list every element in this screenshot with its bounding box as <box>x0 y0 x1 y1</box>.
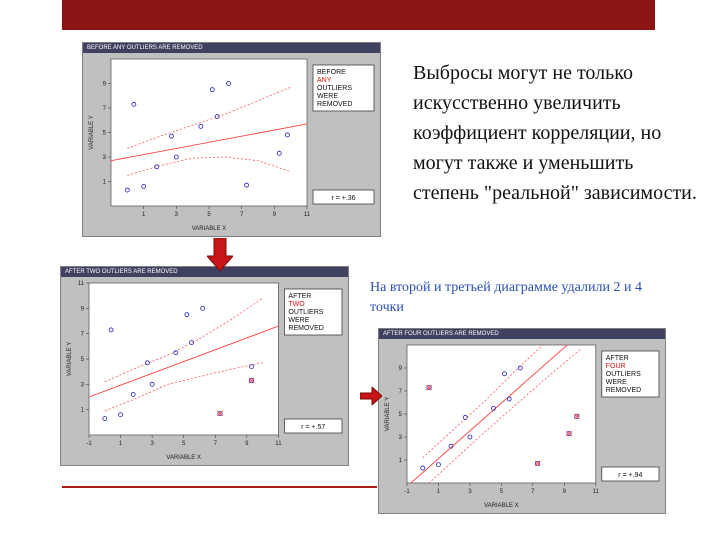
y-tick-label: 7 <box>102 106 106 112</box>
arrow-right-icon <box>360 387 382 405</box>
legend-line: OUTLIERS <box>317 85 353 92</box>
y-tick-label: 3 <box>398 435 402 441</box>
y-axis-label: VARIABLE Y <box>89 115 95 150</box>
x-tick-label: 9 <box>562 489 566 495</box>
y-tick-label: 1 <box>80 407 84 414</box>
y-axis-label: VARIABLE Y <box>67 341 73 377</box>
x-tick-label: -1 <box>86 441 92 447</box>
y-tick-label: 5 <box>102 130 106 137</box>
y-tick-label: 9 <box>102 81 106 88</box>
legend-line: WERE <box>317 93 339 100</box>
r-value-label: r = +.94 <box>618 472 643 479</box>
y-tick-label: 7 <box>80 331 84 338</box>
x-tick-label: 5 <box>499 489 504 495</box>
main-text: Выбросы могут не только искусственно увеличить коэффициент корреляции, но могут также и уменьшить степень "реальной" зависимости. <box>413 62 697 204</box>
x-tick-label: 11 <box>592 489 599 495</box>
y-tick-label: 5 <box>80 357 84 363</box>
legend-line: WERE <box>288 317 310 324</box>
title-bar <box>62 0 655 30</box>
chart-window-3 <box>378 328 666 514</box>
legend-line: REMOVED <box>317 101 353 108</box>
x-tick-label: 5 <box>182 441 186 447</box>
x-tick-label: 7 <box>531 489 535 495</box>
x-tick-label: 3 <box>150 441 154 447</box>
y-tick-label: 11 <box>77 281 84 287</box>
scatter-chart-before <box>83 43 380 236</box>
x-tick-label: 7 <box>213 441 217 447</box>
x-tick-label: 7 <box>240 212 244 218</box>
scatter-chart-four-removed <box>379 329 665 513</box>
y-axis-label: VARIABLE Y <box>385 396 391 432</box>
chart-title: BEFORE ANY OUTLIERS ARE REMOVED <box>83 43 380 53</box>
chart-title: AFTER TWO OUTLIERS ARE REMOVED <box>61 267 348 277</box>
x-tick-label: 11 <box>303 212 311 218</box>
arrow-down-icon <box>207 238 233 272</box>
chart-window-2 <box>60 266 349 466</box>
x-tick-label: 1 <box>118 441 123 447</box>
legend-line: FOUR <box>605 363 626 370</box>
legend-line: WERE <box>605 379 627 386</box>
legend-line: OUTLIERS <box>605 371 641 378</box>
legend-line: ANY <box>317 77 332 84</box>
chart-title: AFTER FOUR OUTLIERS ARE REMOVED <box>379 329 665 339</box>
legend-line: BEFORE <box>317 69 346 76</box>
x-tick-label: 1 <box>141 212 146 218</box>
y-tick-label: 1 <box>102 179 106 186</box>
legend-line: OUTLIERS <box>288 309 324 316</box>
legend-line: TWO <box>288 301 305 308</box>
x-axis-label: VARIABLE X <box>191 226 227 232</box>
y-tick-label: 1 <box>398 458 402 464</box>
x-axis-label: VARIABLE X <box>166 455 201 461</box>
chart-window-1 <box>82 42 381 237</box>
x-axis-label: VARIABLE X <box>484 503 519 509</box>
r-value-label: r = +.36 <box>331 195 356 202</box>
y-tick-label: 7 <box>398 389 402 395</box>
legend-line: REMOVED <box>605 387 642 394</box>
scatter-chart-two-removed <box>61 267 348 465</box>
legend-line: AFTER <box>605 355 629 362</box>
x-tick-label: 9 <box>272 212 277 218</box>
legend-line: REMOVED <box>288 325 324 332</box>
y-tick-label: 5 <box>398 412 402 418</box>
x-tick-label: 5 <box>207 212 211 218</box>
r-value-label: r = +.57 <box>301 424 326 431</box>
note-text: На второй и третьей диаграмме удалили 2 и 4 точки <box>370 280 642 315</box>
x-tick-label: 3 <box>174 212 179 218</box>
y-tick-label: 9 <box>80 306 84 313</box>
plot-area <box>407 345 596 483</box>
y-tick-label: 3 <box>102 155 106 161</box>
y-tick-label: 9 <box>398 366 402 372</box>
divider-line <box>62 486 377 488</box>
x-tick-label: -1 <box>404 489 410 495</box>
legend-line: AFTER <box>288 293 312 300</box>
plot-area <box>111 59 307 206</box>
plot-area <box>89 283 278 435</box>
x-tick-label: 1 <box>436 489 441 495</box>
x-tick-label: 11 <box>275 441 282 447</box>
x-tick-label: 9 <box>245 441 249 447</box>
y-tick-label: 3 <box>80 382 84 389</box>
x-tick-label: 3 <box>468 489 472 495</box>
